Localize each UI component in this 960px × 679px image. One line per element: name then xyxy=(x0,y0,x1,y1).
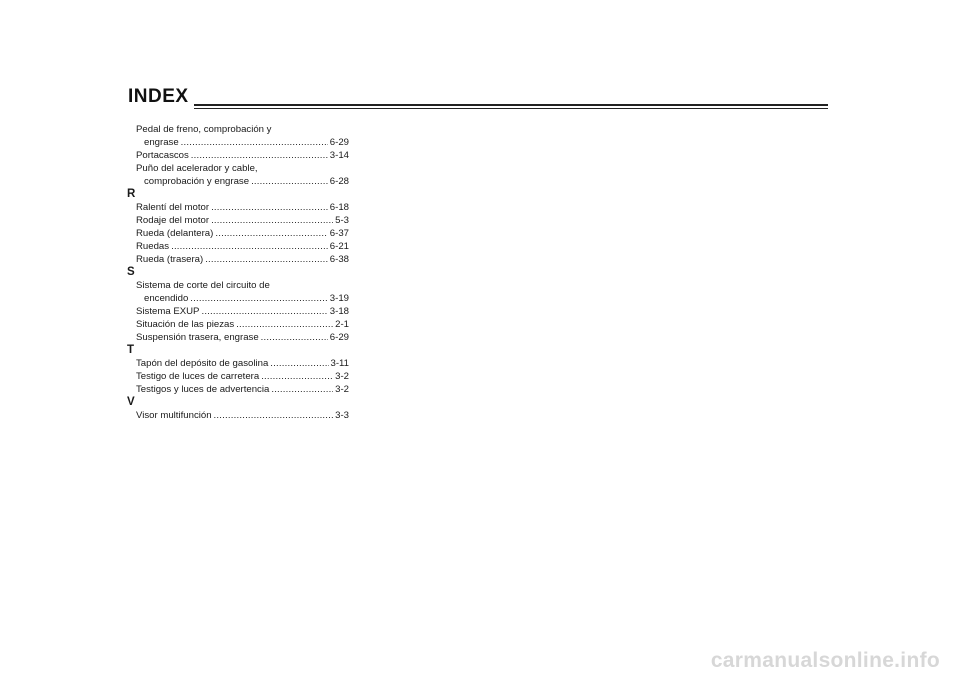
index-entry-line xyxy=(136,123,349,136)
dot-leader xyxy=(261,331,328,344)
index-page-ref: 6-29 xyxy=(329,332,349,343)
index-entry-text: Testigos y luces de advertencia xyxy=(136,384,270,395)
index-entry xyxy=(127,409,349,422)
index-page-ref: 6-37 xyxy=(329,228,349,239)
index-entry-text: Sistema de corte del circuito de xyxy=(136,280,270,291)
section-letter-r: R xyxy=(127,188,136,200)
index-entry-text: Ruedas xyxy=(136,241,170,252)
index-entry xyxy=(127,383,349,396)
index-entry xyxy=(127,201,349,214)
header-rule-thick xyxy=(194,104,828,106)
index-page-ref: 6-28 xyxy=(329,176,349,187)
index-entry-text: Testigo de luces de carretera xyxy=(136,371,260,382)
index-entry-line xyxy=(136,409,349,422)
index-entry-line xyxy=(136,201,349,214)
index-page-ref: 3-2 xyxy=(335,384,349,395)
index-entry xyxy=(127,253,349,266)
index-entry xyxy=(127,227,349,240)
index-entry-text: Situación de las piezas xyxy=(136,319,235,330)
index-page-ref: 3-19 xyxy=(329,293,349,304)
index-entry-line xyxy=(136,357,349,370)
dot-leader xyxy=(261,370,333,383)
dot-leader xyxy=(190,292,328,305)
dot-leader xyxy=(211,201,328,214)
index-page-ref: 6-29 xyxy=(329,137,349,148)
index-entry xyxy=(127,331,349,344)
page-header xyxy=(128,86,828,108)
index-page-ref: 5-3 xyxy=(335,215,349,226)
dot-leader xyxy=(251,175,328,188)
index-entry-text: Rodaje del motor xyxy=(136,215,210,226)
index-column xyxy=(127,123,349,422)
index-entry-text: Tapón del depósito de gasolina xyxy=(136,358,269,369)
index-entry xyxy=(127,149,349,162)
index-page-ref: 6-21 xyxy=(329,241,349,252)
index-page-ref: 3-14 xyxy=(329,150,349,161)
index-entry xyxy=(127,214,349,227)
index-entry xyxy=(127,240,349,253)
index-entry-text: engrase xyxy=(144,137,179,148)
index-entry-text: Suspensión trasera, engrase xyxy=(136,332,259,343)
index-entry-line xyxy=(136,149,349,162)
index-entry xyxy=(127,123,349,149)
index-page-ref: 2-1 xyxy=(335,319,349,330)
index-entry-line xyxy=(136,214,349,227)
index-entry-line xyxy=(136,279,349,292)
dot-leader xyxy=(171,240,328,253)
dot-leader xyxy=(270,357,328,370)
index-entry-text: comprobación y engrase xyxy=(144,176,250,187)
index-entry-text: Puño del acelerador y cable, xyxy=(136,163,258,174)
index-page-ref: 3-3 xyxy=(335,410,349,421)
header-rule xyxy=(194,104,828,110)
index-entry-text: Pedal de freno, comprobación y xyxy=(136,124,272,135)
index-entry-text: Rueda (trasera) xyxy=(136,254,204,265)
index-entry-text: Ralentí del motor xyxy=(136,202,210,213)
index-page-ref: 3-2 xyxy=(335,371,349,382)
index-entry-line xyxy=(136,305,349,318)
dot-leader xyxy=(236,318,333,331)
index-entry-line xyxy=(136,318,349,331)
dot-leader xyxy=(201,305,327,318)
section-letter-s: S xyxy=(127,266,135,278)
page-title: INDEX xyxy=(128,86,189,107)
index-entry xyxy=(127,305,349,318)
index-entry-line xyxy=(136,370,349,383)
dot-leader xyxy=(181,136,328,149)
index-entry xyxy=(127,370,349,383)
index-entry-line xyxy=(136,136,349,149)
index-entry-text: Sistema EXUP xyxy=(136,306,200,317)
index-entry-line xyxy=(136,331,349,344)
index-entry xyxy=(127,318,349,331)
index-page-ref: 3-11 xyxy=(330,358,349,369)
index-entry-line xyxy=(136,227,349,240)
index-entry-text: Portacascos xyxy=(136,150,189,161)
index-entry xyxy=(127,279,349,305)
dot-leader xyxy=(271,383,333,396)
index-entry-text: Visor multifunción xyxy=(136,410,212,421)
dot-leader xyxy=(191,149,328,162)
section-letter-v: V xyxy=(127,396,135,408)
dot-leader xyxy=(214,409,334,422)
dot-leader xyxy=(211,214,333,227)
index-entry xyxy=(127,357,349,370)
dot-leader xyxy=(215,227,327,240)
header-rule-thin xyxy=(194,108,828,109)
index-page-ref: 6-18 xyxy=(329,202,349,213)
index-entry-text: Rueda (delantera) xyxy=(136,228,214,239)
index-entry-line xyxy=(136,175,349,188)
index-page-ref: 6-38 xyxy=(329,254,349,265)
dot-leader xyxy=(205,253,328,266)
index-entry-line xyxy=(136,253,349,266)
index-entry-line xyxy=(136,383,349,396)
index-page-ref: 3-18 xyxy=(329,306,349,317)
index-entry-line xyxy=(136,240,349,253)
index-entry-text: encendido xyxy=(144,293,189,304)
index-entry-line xyxy=(136,162,349,175)
watermark: carmanualsonline.info xyxy=(710,649,940,672)
index-entry-line xyxy=(136,292,349,305)
index-entry xyxy=(127,162,349,188)
section-letter-t: T xyxy=(127,344,135,356)
